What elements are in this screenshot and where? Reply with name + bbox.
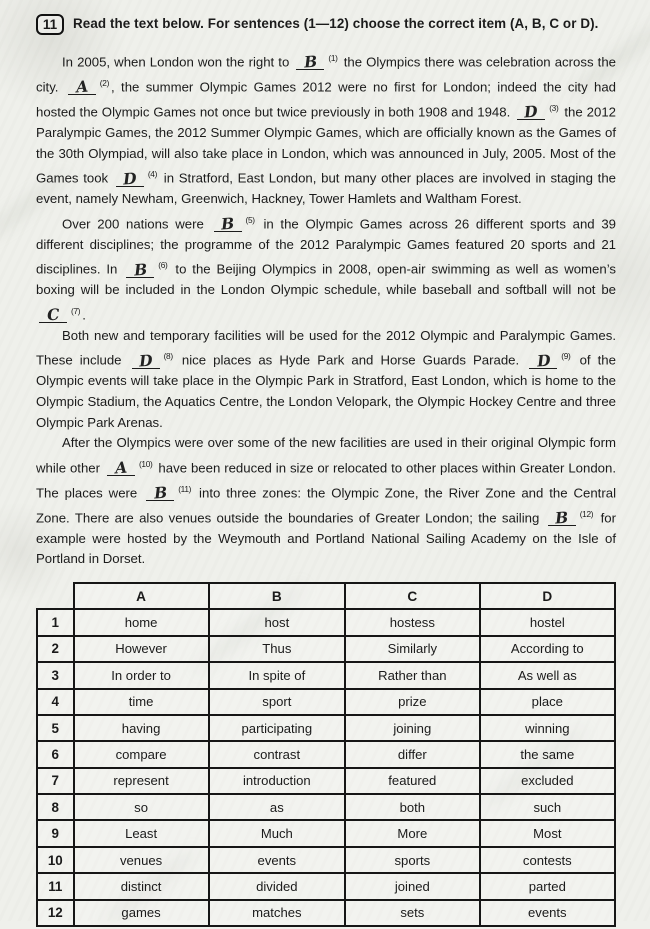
row-number: 2 <box>37 636 74 662</box>
table-row <box>37 689 615 715</box>
answer-blank <box>126 259 154 280</box>
option-cell: matches <box>209 900 345 926</box>
reading-passage <box>36 48 616 570</box>
handwritten-answer: B <box>220 213 235 234</box>
blank-number: (4) <box>147 169 158 180</box>
table-row <box>37 662 615 688</box>
option-cell: excluded <box>480 768 615 794</box>
handwritten-answer: A <box>75 76 89 97</box>
exercise-number: 11 <box>42 17 58 32</box>
option-cell: As well as <box>480 662 615 688</box>
handwritten-answer: C <box>46 304 60 325</box>
table-row <box>37 741 615 767</box>
answer-blank <box>107 457 135 478</box>
blank-number: (8) <box>163 351 173 362</box>
option-cell: joined <box>345 873 480 899</box>
blank-number: (1) <box>328 53 338 63</box>
table-row <box>37 820 615 846</box>
option-cell: prize <box>345 689 480 715</box>
option-cell: contrast <box>209 741 345 767</box>
answer-blank <box>39 304 67 325</box>
row-number: 9 <box>37 820 74 846</box>
option-cell: Similarly <box>345 636 480 662</box>
table-row <box>37 794 615 820</box>
passage-paragraph: After the Olympics were over some of the new facilities are used in their original Olympic form while other A $^{(10)}$ have been reduced in size or relocated to other places within Greater London. The places were B $^{(11)}$ into three zones: the Olympic Zone, the River Zone and the Central Zone. There are also venues outside the boundaries of Greater London; the sailing B $^{(12)}$ for example were hosted by the Weymouth and Portland National Sailing Academy on the Isle of Portland in Dorset. <box>36 435 617 567</box>
option-cell: time <box>74 689 209 715</box>
option-cell: the same <box>480 741 615 767</box>
blank-number: (3) <box>549 102 559 113</box>
answer-blank <box>529 350 557 371</box>
option-cell: participating <box>209 715 345 741</box>
option-cell: More <box>345 820 480 846</box>
table-row <box>37 768 615 794</box>
answer-blank <box>296 51 324 72</box>
option-cell: sport <box>209 689 345 715</box>
handwritten-answer: D <box>138 350 154 371</box>
option-cell: home <box>74 609 209 635</box>
column-header-a: A <box>74 583 209 609</box>
table-header-row <box>37 583 615 609</box>
answer-blank <box>116 168 144 188</box>
column-header-d: D <box>480 583 615 609</box>
option-cell: contests <box>480 847 615 873</box>
answer-blank <box>517 101 545 122</box>
handwritten-answer: A <box>114 457 128 478</box>
answer-blank <box>548 507 576 528</box>
handwritten-answer: D <box>122 168 138 188</box>
row-number: 12 <box>37 900 74 926</box>
option-cell: introduction <box>209 768 345 794</box>
row-number: 6 <box>37 741 74 767</box>
option-cell: divided <box>209 873 345 899</box>
option-cell: represent <box>74 768 209 794</box>
table-row <box>37 715 615 741</box>
answer-blank <box>146 482 174 503</box>
options-table <box>36 582 616 927</box>
passage-paragraph: Over 200 nations were B $^{(5)}$ in the Olympic Games across 26 different sports and 39 different disciplines; the programme of the 2012 Paralympic Games featured 20 sports and 21 disciplines. In B $^{(6)}$ to the Beijing Olympics in 2008, open-air swimming as well as women’s boxing will be included in the London Olympic schedule, while baseball and softball will not be C $^{(7)}$ . <box>36 213 616 325</box>
option-cell: host <box>209 609 345 635</box>
table-row <box>37 636 615 662</box>
column-header-c: C <box>345 583 480 609</box>
passage-paragraph: Both new and temporary facilities will be used for the 2012 Olympic and Paralympic Games. These include D $^{(8)}$ nice places as Hyde Park and Horse Guards Parade. D $^{(9)}$ of the Olympic events will take place in the Olympic Park in Stratford, East London, which is home to the Olympic Stadium, the Aquatics Centre, the London Velopark, the Olympic Hockey Centre and three Olympic Park Arenas. <box>36 327 616 430</box>
blank-number: (12) <box>579 508 594 519</box>
row-number: 8 <box>37 794 74 820</box>
row-number: 5 <box>37 715 74 741</box>
handwritten-answer: D <box>523 101 539 122</box>
option-cell: as <box>209 794 345 820</box>
option-cell: However <box>74 636 209 662</box>
handwritten-answer: B <box>554 507 569 528</box>
row-number: 4 <box>37 689 74 715</box>
handwritten-answer: B <box>153 482 168 503</box>
column-header-b: B <box>209 583 345 609</box>
row-number: 7 <box>37 768 74 794</box>
table-row <box>37 900 615 926</box>
table-row <box>37 609 615 635</box>
blank-number: (11) <box>178 483 192 494</box>
option-cell: distinct <box>74 873 209 899</box>
option-cell: events <box>480 900 615 926</box>
exercise-header <box>36 14 616 35</box>
option-cell: compare <box>74 741 209 767</box>
option-cell: Rather than <box>345 662 480 688</box>
answer-blank <box>132 350 160 371</box>
option-cell: hostess <box>345 609 480 635</box>
blank-number: (9) <box>561 351 571 362</box>
option-cell: Most <box>480 820 615 846</box>
blank-number: (6) <box>158 260 168 271</box>
row-number: 1 <box>37 609 74 635</box>
blank-number: (10) <box>138 458 153 469</box>
row-number: 10 <box>37 847 74 873</box>
option-cell: place <box>480 689 615 715</box>
exercise-number-box <box>36 14 64 35</box>
option-cell: venues <box>74 847 209 873</box>
option-cell: Much <box>209 820 345 846</box>
answer-blank <box>68 76 96 97</box>
handwritten-answer: B <box>133 259 148 280</box>
answer-blank <box>214 213 242 234</box>
handwritten-answer: B <box>303 51 318 72</box>
option-cell: joining <box>345 715 480 741</box>
option-cell: such <box>480 794 615 820</box>
option-cell: hostel <box>480 609 615 635</box>
row-number: 3 <box>37 662 74 688</box>
option-cell: In order to <box>74 662 209 688</box>
option-cell: winning <box>480 715 615 741</box>
option-cell: Thus <box>209 636 345 662</box>
option-cell: featured <box>345 768 480 794</box>
option-cell: According to <box>480 636 615 662</box>
option-cell: sports <box>345 847 480 873</box>
option-cell: differ <box>345 741 480 767</box>
option-cell: Least <box>74 820 209 846</box>
table-corner-empty <box>37 583 74 609</box>
option-cell: In spite of <box>209 662 345 688</box>
option-cell: games <box>74 900 209 926</box>
option-cell: sets <box>345 900 480 926</box>
option-cell: both <box>345 794 480 820</box>
row-number: 11 <box>37 873 74 899</box>
passage-paragraph: In 2005, when London won the right to B $^{(1)}$ the Olympics there was celebration across the city. A $^{(2)}$ , the summer Olympic Games 2012 were no first for London; indeed the city had hosted the Olympic Games not once but twice previously in both 1908 and 1948. D $^{(3)}$ the 2012 Paralympic Games, the 2012 Summer Olympic Games, which are officially known as the Games of the 30th Olympiad, will also take place in London, which was announced in July, 2005. Most of the Games took D $^{(4)}$ in Stratford, East London, but many other places are involved in staging the event, namely Newham, Greenwich, Hackney, Tower Hamlets and Waltham Forest. <box>36 51 616 207</box>
option-cell: so <box>74 794 209 820</box>
option-cell: having <box>74 715 209 741</box>
option-cell: parted <box>480 873 615 899</box>
table-row <box>37 847 615 873</box>
option-cell: events <box>209 847 345 873</box>
table-row <box>37 873 615 899</box>
blank-number: (5) <box>245 214 255 225</box>
blank-number: (7) <box>71 305 81 316</box>
exercise-instruction: Read the text below. For sentences (1—12) choose the correct item (A, B, C or D). <box>73 16 599 31</box>
handwritten-answer: D <box>535 350 551 371</box>
blank-number: (2) <box>99 77 110 88</box>
